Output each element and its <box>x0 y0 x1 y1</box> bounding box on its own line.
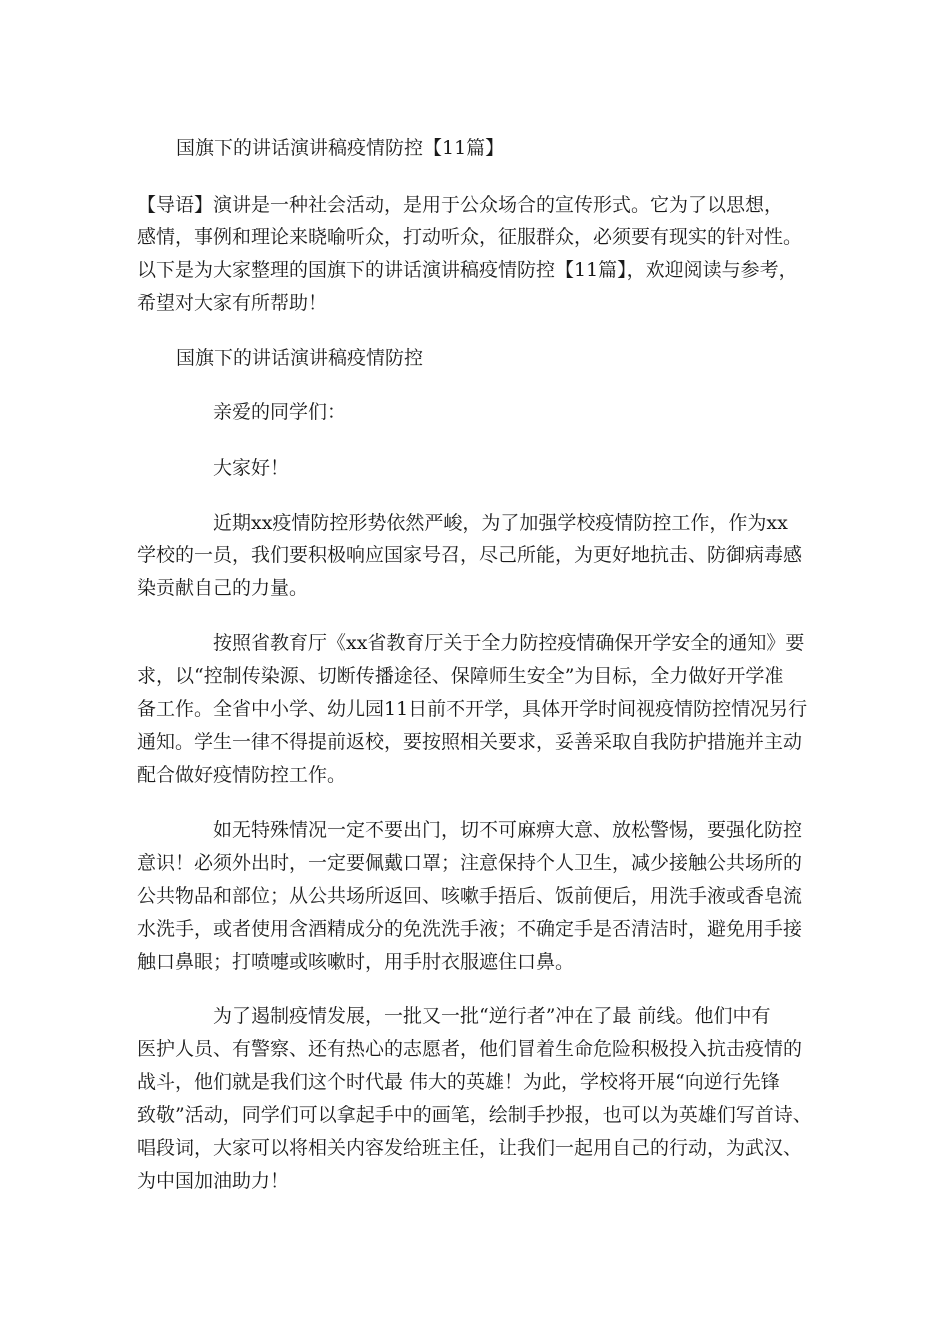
paragraph-1-line: 染贡献自己的力量。 <box>137 577 309 599</box>
paragraph-3-line: 水洗手，或者使用含酒精成分的免洗洗手液；不确定手是否清洁时，避免用手接 <box>137 918 803 940</box>
paragraph-4-line: 为了遏制疫情发展，一批又一批“逆行者”冲在了最 前线。他们中有 <box>213 1005 771 1027</box>
paragraph-3-line: 触口鼻眼；打喷嚏或咳嗽时，用手肘衣服遮住口鼻。 <box>137 951 575 973</box>
intro-line: 以下是为大家整理的国旗下的讲话演讲稿疫情防控【11篇】，欢迎阅读与参考， <box>137 259 798 281</box>
paragraph-4-line: 战斗，他们就是我们这个时代最 伟大的英雄！为此，学校将开展“向逆行先锋 <box>137 1071 780 1093</box>
paragraph-3-line: 公共物品和部位；从公共场所返回、咳嗽手捂后、饭前便后，用洗手液或香皂流 <box>137 885 803 907</box>
intro-line: 感情，事例和理论来晓喻听众，打动听众，征服群众，必须要有现实的针对性。 <box>137 226 803 248</box>
paragraph-2-line: 配合做好疫情防控工作。 <box>137 764 347 786</box>
intro-line: 【导语】演讲是一种社会活动，是用于公众场合的宣传形式。它为了以思想， <box>137 194 784 216</box>
greeting: 亲爱的同学们： <box>213 401 347 423</box>
intro-line: 希望对大家有所帮助！ <box>137 292 328 314</box>
paragraph-4-line: 为中国加油助力！ <box>137 1170 290 1192</box>
document-title: 国旗下的讲话演讲稿疫情防控【11篇】 <box>176 137 505 159</box>
paragraph-1-line: 学校的一员，我们要积极响应国家号召，尽己所能，为更好地抗击、防御病毒感 <box>137 544 803 566</box>
hello-line: 大家好！ <box>213 457 290 479</box>
paragraph-2-line: 通知。学生一律不得提前返校，要按照相关要求，妥善采取自我防护措施并主动 <box>137 731 803 753</box>
paragraph-3-line: 如无特殊情况一定不要出门，切不可麻痹大意、放松警惕，要强化防控 <box>213 819 803 841</box>
paragraph-4-line: 唱段词，大家可以将相关内容发给班主任，让我们一起用自己的行动，为武汉、 <box>137 1137 803 1159</box>
paragraph-2-line: 按照省教育厅《xx省教育厅关于全力防控疫情确保开学安全的通知》要 <box>213 632 805 654</box>
paragraph-4-line: 致敬”活动，同学们可以拿起手中的画笔，绘制手抄报，也可以为英雄们写首诗、 <box>137 1104 812 1126</box>
paragraph-4-line: 医护人员、有警察、还有热心的志愿者，他们冒着生命危险积极投入抗击疫情的 <box>137 1038 803 1060</box>
paragraph-2-line: 求，以“控制传染源、切断传播途径、保障师生安全”为目标，全力做好开学准 <box>137 665 784 687</box>
section-title: 国旗下的讲话演讲稿疫情防控 <box>176 347 424 369</box>
paragraph-1-line: 近期xx疫情防控形势依然严峻，为了加强学校疫情防控工作，作为xx <box>213 512 788 534</box>
paragraph-2-line: 备工作。全省中小学、幼儿园11日前不开学，具体开学时间视疫情防控情况另行 <box>137 698 808 720</box>
paragraph-3-line: 意识！必须外出时，一定要佩戴口罩；注意保持个人卫生，减少接触公共场所的 <box>137 852 803 874</box>
